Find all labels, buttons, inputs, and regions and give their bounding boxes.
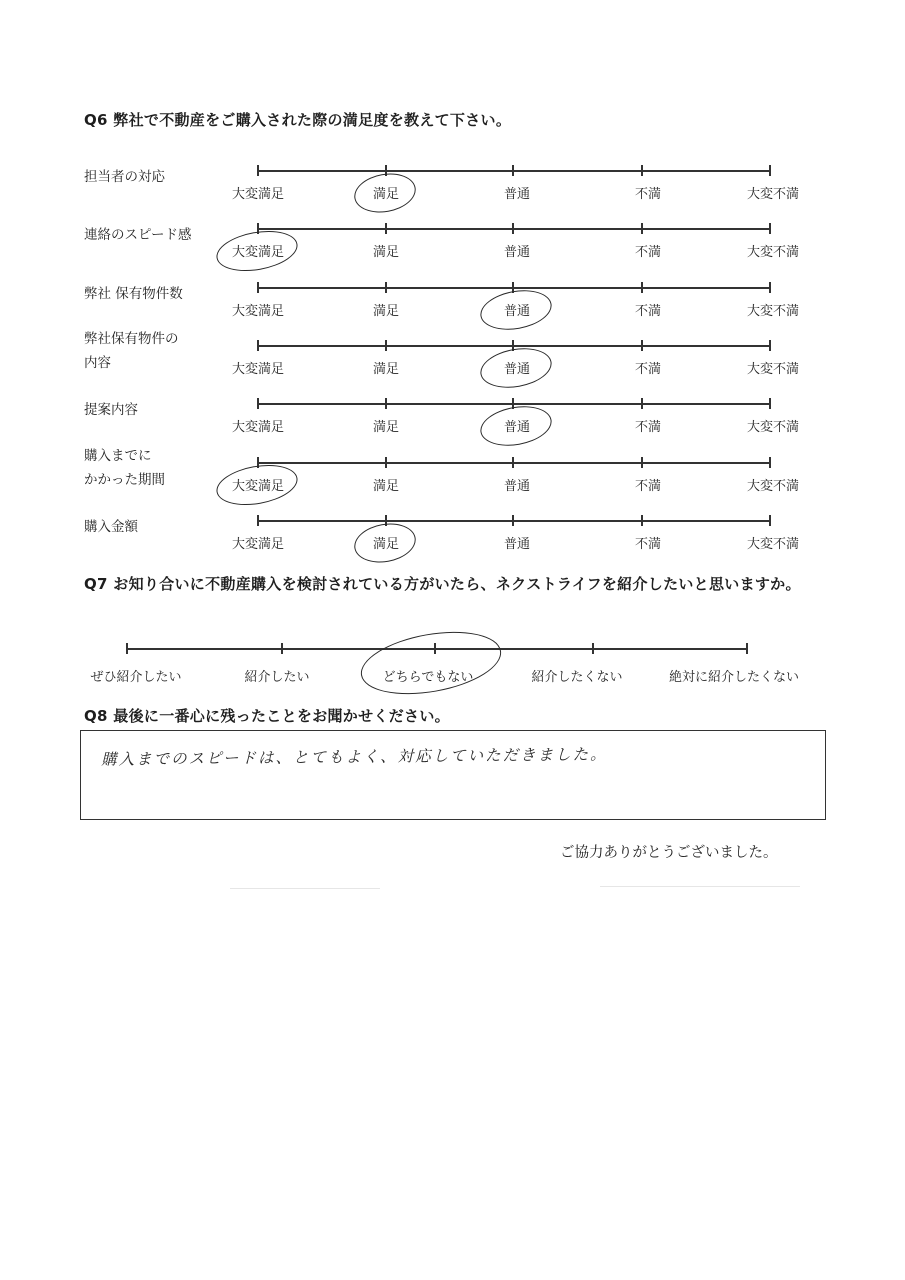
q6-option-4[interactable]: 大変不満 (746, 361, 800, 377)
q6-option-0[interactable]: 大変満足 (231, 420, 285, 436)
q6-scale-tick (257, 515, 259, 526)
q6-scale-tick (769, 340, 771, 351)
q6-option-2[interactable]: 普通 (503, 536, 531, 552)
q7-option-4[interactable]: 絶対に紹介したくない (668, 670, 800, 685)
q6-option-4[interactable]: 大変不満 (746, 420, 800, 436)
q6-title: Q6 弊社で不動産をご購入された際の満足度を教えて下さい。 (84, 111, 512, 129)
q6-scale-tick (769, 223, 771, 234)
q6-option-3[interactable]: 不満 (634, 303, 662, 319)
q6-option-3[interactable]: 不満 (634, 245, 662, 261)
closing-message: ご協力ありがとうございました。 (560, 845, 778, 861)
selected-answer-circle (477, 285, 555, 335)
q6-option-0[interactable]: 大変満足 (231, 536, 285, 552)
q6-option-2[interactable]: 普通 (503, 187, 531, 202)
q6-scale-line (257, 520, 771, 522)
q6-scale-tick (257, 340, 259, 351)
selected-answer-circle (477, 343, 555, 393)
q6-scale-tick (769, 282, 771, 293)
q8-handwritten-answer: 購入までのスピードは、とてもよく、対応していただきました。 (100, 745, 608, 769)
q6-option-4[interactable]: 大変不満 (746, 303, 800, 319)
q6-scale-tick (641, 223, 643, 234)
q6-scale-tick (769, 457, 771, 468)
selected-answer-circle (477, 401, 555, 451)
q6-option-2[interactable]: 普通 (503, 303, 531, 319)
q6-scale-tick (641, 282, 643, 293)
q7-scale-tick (592, 643, 594, 654)
q6-scale-tick (769, 515, 771, 526)
q7-option-2[interactable]: どちらでもない (382, 670, 474, 685)
q6-scale-line (257, 403, 771, 405)
q7-scale-tick (746, 643, 748, 654)
q6-scale-line (257, 287, 771, 289)
q6-scale-tick (385, 340, 387, 351)
q6-option-0[interactable]: 大変満足 (231, 303, 285, 319)
q6-scale-line (257, 170, 771, 172)
q6-scale-tick (769, 165, 771, 176)
scan-artifact (230, 888, 380, 889)
q6-scale-line (257, 228, 771, 230)
q8-answer-box[interactable] (80, 730, 826, 820)
q6-scale-tick (641, 165, 643, 176)
q6-option-0[interactable]: 大変満足 (231, 478, 285, 494)
q6-option-2[interactable]: 普通 (503, 420, 531, 436)
q6-row-label: 連絡のスピード感 (84, 227, 192, 244)
q6-option-0[interactable]: 大変満足 (231, 187, 285, 202)
q6-option-1[interactable]: 満足 (372, 536, 400, 552)
q6-option-0[interactable]: 大変満足 (231, 245, 285, 261)
q6-scale-tick (641, 515, 643, 526)
q6-scale-tick (512, 223, 514, 234)
q6-row-label: 弊社 保有物件数 (84, 285, 183, 302)
q6-row-label: 提案内容 (84, 402, 138, 419)
q6-option-3[interactable]: 不満 (634, 187, 662, 202)
q6-scale-tick (769, 398, 771, 409)
q6-option-2[interactable]: 普通 (503, 478, 531, 494)
q6-row-label: 購入金額 (84, 518, 138, 535)
q6-option-1[interactable]: 満足 (372, 420, 400, 436)
q6-option-1[interactable]: 満足 (372, 361, 400, 377)
q6-scale-tick (385, 398, 387, 409)
q6-scale-tick (385, 282, 387, 293)
q6-option-4[interactable]: 大変不満 (746, 478, 800, 494)
q6-scale-tick (512, 165, 514, 176)
q6-row-label: 担当者の対応 (84, 169, 165, 185)
q6-option-1[interactable]: 満足 (372, 187, 400, 202)
q6-option-3[interactable]: 不満 (634, 361, 662, 377)
selected-answer-circle (351, 169, 419, 217)
selected-answer-circle (213, 459, 300, 511)
q6-scale-tick (257, 165, 259, 176)
q6-scale-tick (641, 398, 643, 409)
scan-artifact (600, 886, 800, 887)
q6-option-4[interactable]: 大変不満 (746, 187, 800, 202)
q6-scale-tick (257, 398, 259, 409)
q6-row-label: 弊社保有物件の 内容 (84, 330, 179, 371)
q6-option-1[interactable]: 満足 (372, 478, 400, 494)
q6-option-1[interactable]: 満足 (372, 303, 400, 319)
q6-option-2[interactable]: 普通 (503, 361, 531, 377)
q6-option-0[interactable]: 大変満足 (231, 361, 285, 377)
selected-answer-circle (351, 519, 419, 567)
q6-option-3[interactable]: 不満 (634, 420, 662, 436)
q6-scale-tick (385, 457, 387, 468)
q7-option-0[interactable]: ぜひ紹介したい (90, 670, 182, 685)
q6-scale-line (257, 345, 771, 347)
q6-scale-tick (641, 340, 643, 351)
q7-option-1[interactable]: 紹介したい (244, 670, 310, 685)
q7-scale-tick (126, 643, 128, 654)
q6-scale-tick (257, 282, 259, 293)
q6-option-1[interactable]: 満足 (372, 245, 400, 261)
q6-option-3[interactable]: 不満 (634, 478, 662, 494)
q6-scale-tick (385, 223, 387, 234)
q6-row-label: 購入までに かかった期間 (84, 447, 165, 488)
q7-option-3[interactable]: 紹介したくない (531, 670, 623, 685)
q8-title: Q8 最後に一番心に残ったことをお聞かせください。 (84, 707, 450, 725)
q6-scale-tick (512, 457, 514, 468)
q6-scale-line (257, 462, 771, 464)
q6-scale-tick (641, 457, 643, 468)
q6-option-4[interactable]: 大変不満 (746, 245, 800, 261)
selected-answer-circle (213, 225, 300, 277)
q6-option-3[interactable]: 不満 (634, 536, 662, 552)
q6-scale-tick (512, 515, 514, 526)
q7-title: Q7 お知り合いに不動産購入を検討されている方がいたら、ネクストライフを紹介したいと思いますか。 (84, 575, 801, 593)
q7-scale-tick (281, 643, 283, 654)
selected-answer-circle (356, 622, 506, 704)
q6-option-4[interactable]: 大変不満 (746, 536, 800, 552)
q6-option-2[interactable]: 普通 (503, 245, 531, 261)
